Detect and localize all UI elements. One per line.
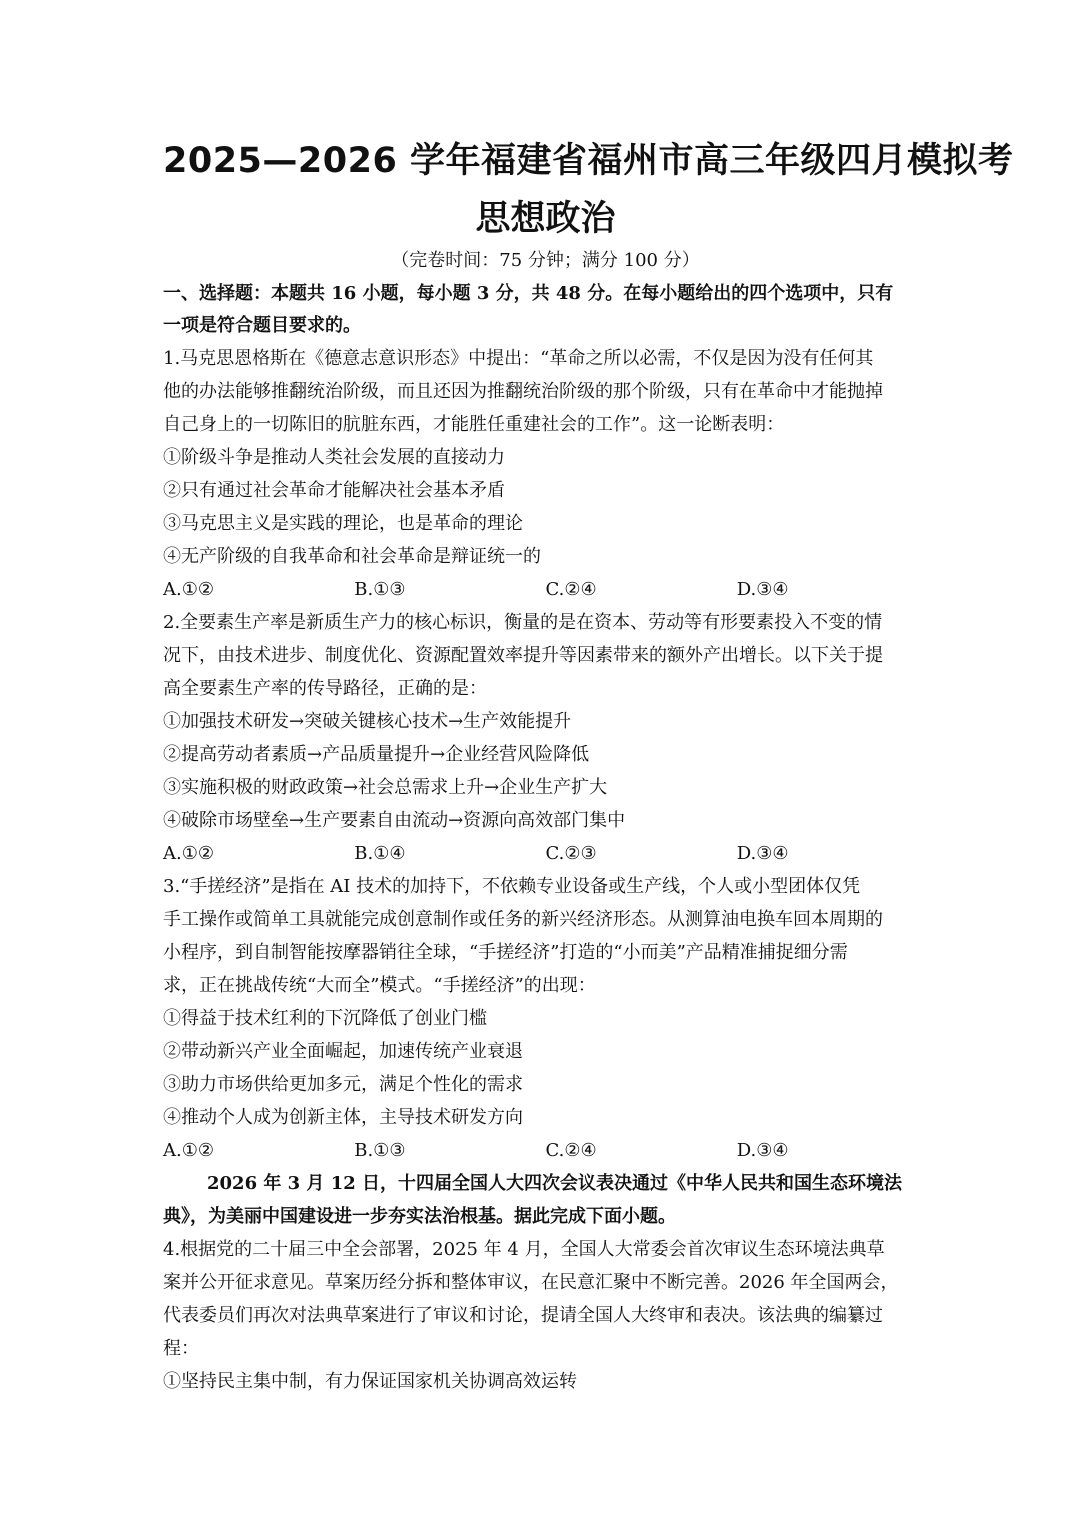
choice-a: A.①②: [163, 1140, 214, 1161]
answer-choices: [163, 573, 928, 606]
statement-option: ④无产阶级的自我革命和社会革命是辩证统一的: [163, 546, 541, 567]
question-stem-line: 求，正在挑战传统“大而全”模式。“手搓经济”的出现：: [163, 975, 596, 996]
question-stem-line: 1.马克思恩格斯在《德意志意识形态》中提出：“革命之所以必需，不仅是因为没有任何其: [163, 348, 874, 369]
exam-subject: 思想政治: [475, 199, 616, 239]
answer-choices: [163, 1134, 928, 1167]
choice-b: B.①③: [354, 1140, 406, 1161]
exam-title: 2025—2026 学年福建省福州市高三年级四月模拟考: [163, 141, 1014, 181]
material-line-2: 典》，为美丽中国建设进一步夯实法治根基。据此完成下面小题。: [163, 1206, 676, 1227]
choice-d: D.③④: [736, 1140, 789, 1161]
statement-option: ①加强技术研发→突破关键核心技术→生产效能提升: [163, 711, 572, 732]
question-4: [163, 1233, 928, 1398]
question-stem-line: 况下，由技术进步、制度优化、资源配置效率提升等因素带来的额外产出增长。以下关于提: [163, 645, 883, 666]
question-stem-line: 案并公开征求意见。草案历经分拆和整体审议，在民意汇聚中不断完善。2026 年全国两会，: [163, 1272, 899, 1293]
exam-time-info: （完卷时间：75 分钟；满分 100 分）: [391, 250, 700, 271]
section-heading-line-1: 一、选择题：本题共 16 小题，每小题 3 分，共 48 分。在每小题给出的四个选项中，只有: [163, 283, 894, 304]
choice-c: C.②④: [545, 579, 597, 600]
question-stem-line: 他的办法能够推翻统治阶级，而且还因为推翻统治阶级的那个阶级，只有在革命中才能抛掉: [163, 381, 883, 402]
statement-option: ①坚持民主集中制，有力保证国家机关协调高效运转: [163, 1371, 577, 1392]
question-stem-line: 手工操作或简单工具就能完成创意制作或任务的新兴经济形态。从测算油电换车回本周期的: [163, 909, 883, 930]
statement-option: ①得益于技术红利的下沉降低了创业门槛: [163, 1008, 487, 1029]
question-stem-line: 4.根据党的二十届三中全会部署，2025 年 4 月，全国人大常委会首次审议生态环境法典草: [163, 1239, 885, 1260]
choice-a: A.①②: [163, 579, 214, 600]
statement-option: ②只有通过社会革命才能解决社会基本矛盾: [163, 480, 505, 501]
question-stem-line: 代表委员们再次对法典草案进行了审议和讨论，提请全国人大终审和表决。该法典的编纂过: [163, 1305, 883, 1326]
material-intro: [163, 1167, 928, 1233]
choice-a: A.①②: [163, 843, 214, 864]
statement-option: ②带动新兴产业全面崛起，加速传统产业衰退: [163, 1041, 523, 1062]
question-3: [163, 870, 928, 1167]
statement-option: ④推动个人成为创新主体，主导技术研发方向: [163, 1107, 523, 1128]
choice-c: C.②③: [545, 843, 597, 864]
statement-option: ③助力市场供给更加多元，满足个性化的需求: [163, 1074, 523, 1095]
choice-b: B.①④: [354, 843, 406, 864]
statement-option: ②提高劳动者素质→产品质量提升→企业经营风险降低: [163, 744, 590, 765]
question-stem-line: 高全要素生产率的传导路径，正确的是：: [163, 678, 487, 699]
question-2: [163, 606, 928, 870]
material-line-1: 2026 年 3 月 12 日，十四届全国人大四次会议表决通过《中华人民共和国生态环境法: [207, 1173, 903, 1194]
question-stem-line: 小程序，到自制智能按摩器销往全球，“手搓经济”打造的“小而美”产品精准捕捉细分需: [163, 942, 848, 963]
question-stem-line: 自己身上的一切陈旧的肮脏东西，才能胜任重建社会的工作”。这一论断表明：: [163, 414, 785, 435]
statement-option: ④破除市场壁垒→生产要素自由流动→资源向高效部门集中: [163, 810, 626, 831]
statement-option: ①阶级斗争是推动人类社会发展的直接动力: [163, 447, 505, 468]
exam-page: [163, 138, 1014, 1398]
statement-option: ③马克思主义是实践的理论，也是革命的理论: [163, 513, 523, 534]
choice-b: B.①③: [354, 579, 406, 600]
question-stem-line: 2.全要素生产率是新质生产力的核心标识，衡量的是在资本、劳动等有形要素投入不变的情: [163, 612, 883, 633]
question-stem-line: 程：: [163, 1338, 199, 1359]
question-1: [163, 342, 928, 606]
choice-d: D.③④: [736, 843, 789, 864]
section-heading-line-2: 一项是符合题目要求的。: [163, 315, 361, 336]
answer-choices: [163, 837, 928, 870]
choice-c: C.②④: [545, 1140, 597, 1161]
choice-d: D.③④: [736, 579, 789, 600]
statement-option: ③实施积极的财政政策→社会总需求上升→企业生产扩大: [163, 777, 608, 798]
question-stem-line: 3.“手搓经济”是指在 AI 技术的加持下，不依赖专业设备或生产线，个人或小型团体仅凭: [163, 876, 861, 897]
